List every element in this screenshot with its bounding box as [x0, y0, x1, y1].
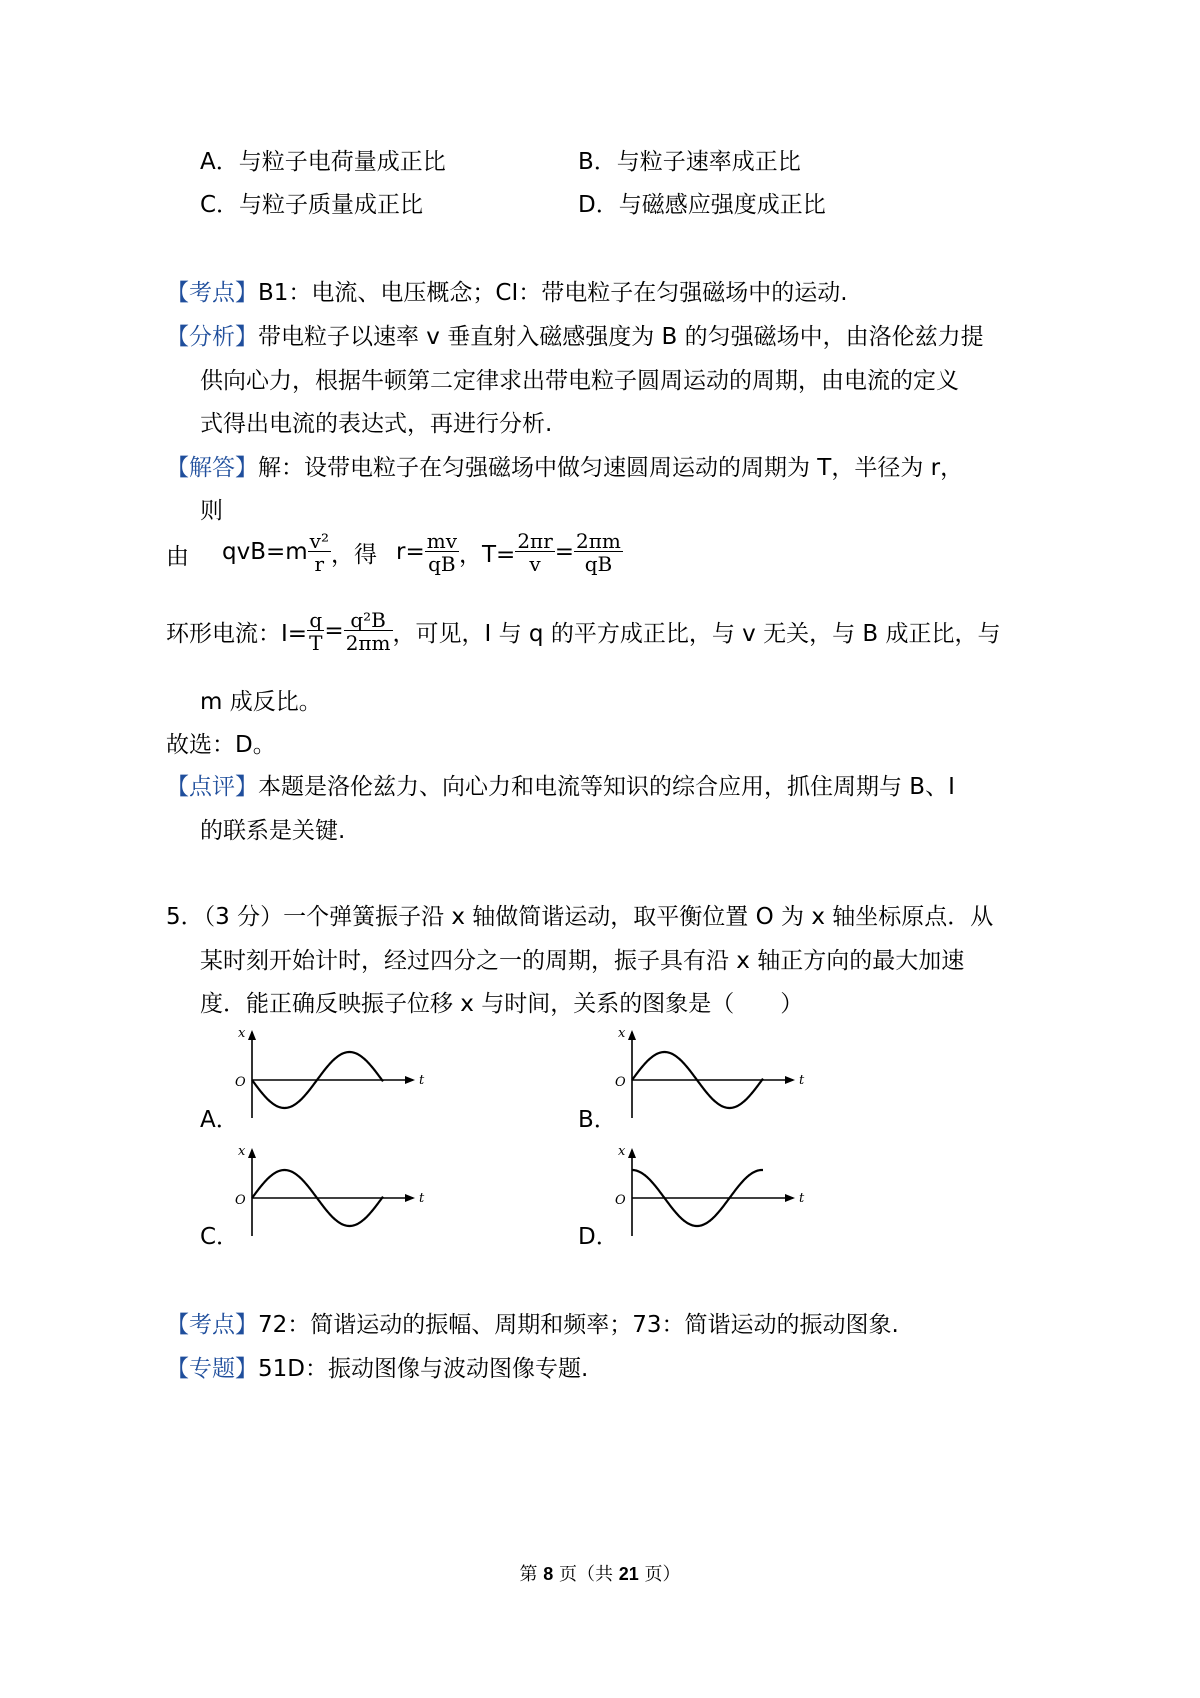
- t-den1: v: [529, 551, 541, 576]
- y-axis-arrow: [248, 1148, 256, 1158]
- option-c: C．与粒子质量成正比: [200, 192, 424, 218]
- option-a: A．与粒子电荷量成正比: [200, 149, 446, 175]
- q5-kaodian-tag: 【考点】: [166, 1312, 258, 1338]
- y-axis-arrow: [628, 1148, 636, 1158]
- fenxi-line3: 式得出电流的表达式，再进行分析.: [200, 411, 553, 437]
- jieda-text1: 解：设带电粒子在匀强磁场中做匀速圆周运动的周期为 T，半径为 r，: [258, 455, 964, 481]
- equation-radius-period: [396, 522, 623, 582]
- q5-line3: 度．能正确反映振子位移 x 与时间，关系的图象是（ ）: [200, 991, 804, 1017]
- footer-mid: 页（共: [553, 1564, 619, 1585]
- q5-zhuanti-line: [166, 1350, 588, 1383]
- fenxi-line2: 供向心力，根据牛顿第二定律求出带电粒子圆周运动的周期，由电流的定义: [200, 368, 959, 394]
- y-axis-arrow: [248, 1030, 256, 1040]
- q5-zhuanti-text: 51D：振动图像与波动图像专题.: [258, 1356, 589, 1382]
- i-num2: q²B: [344, 610, 393, 631]
- t-fraction1: [515, 528, 554, 576]
- i-den1: T: [309, 630, 323, 655]
- footer-total-pages: 21: [618, 1564, 639, 1584]
- graph-label-a: A．: [200, 1107, 239, 1133]
- equation-force: [222, 522, 377, 582]
- i-fraction2: [344, 607, 393, 655]
- origin-label: O: [615, 1193, 626, 1208]
- r-num: mv: [426, 528, 457, 553]
- t-equals: =: [554, 539, 575, 565]
- x-axis-label: x: [618, 1026, 626, 1041]
- graph-label-b: B．: [578, 1107, 617, 1133]
- r-den: qB: [428, 551, 456, 576]
- t-axis-label: t: [419, 1073, 425, 1088]
- r-fraction: [425, 528, 459, 576]
- x-axis-label: x: [618, 1144, 626, 1159]
- t-axis-label: t: [799, 1191, 805, 1206]
- t-num1: 2πr: [517, 528, 553, 553]
- eq1-left: qvB=m: [222, 539, 308, 565]
- graph-b: [608, 1022, 808, 1122]
- graph-a: [228, 1022, 428, 1122]
- fenxi-tag: 【分析】: [166, 324, 258, 350]
- jieda-line2: 则: [200, 498, 223, 524]
- t-num2: 2πm: [576, 528, 621, 553]
- dianping-text1: 本题是洛伦兹力、向心力和电流等知识的综合应用，抓住周期与 B、I: [258, 774, 955, 800]
- jieda-tag: 【解答】: [166, 455, 258, 481]
- graph-label-c: C．: [200, 1224, 240, 1250]
- x-axis-label: x: [238, 1026, 246, 1041]
- graph-d: [608, 1140, 808, 1240]
- fenxi-text1: 带电粒子以速率 v 垂直射入磁感强度为 B 的匀强磁场中，由洛伦兹力提: [258, 324, 984, 350]
- i-den2: 2πm: [345, 630, 391, 655]
- t-axis-arrow: [785, 1076, 795, 1084]
- t-axis-arrow: [785, 1194, 795, 1202]
- q5-zhuanti-tag: 【专题】: [166, 1356, 258, 1382]
- dianping-line1: [166, 768, 955, 801]
- q5-kaodian-text: 72：简谐运动的振幅、周期和频率；73：简谐运动的振动图象.: [258, 1312, 899, 1338]
- jieda-line1: [166, 449, 963, 482]
- fenxi-line1: [166, 318, 984, 351]
- t-den2: qB: [584, 551, 613, 576]
- graph-label-d: D．: [578, 1224, 619, 1250]
- t-axis-label: t: [419, 1191, 425, 1206]
- eq1-fraction: [308, 528, 331, 576]
- dianping-tag: 【点评】: [166, 774, 258, 800]
- current-prefix: 环形电流：I=: [166, 620, 308, 647]
- eq1-num: v²: [309, 528, 329, 553]
- dianping-line2: 的联系是关键.: [200, 818, 346, 844]
- current-suffix: ，可见，I 与 q 的平方成正比，与 v 无关，与 B 成正比，与: [392, 620, 1001, 647]
- kaodian-tag: 【考点】: [166, 280, 258, 306]
- q5-kaodian-line: [166, 1306, 899, 1339]
- kaodian-text: B1：电流、电压概念；CI：带电粒子在匀强磁场中的运动.: [258, 280, 848, 306]
- origin-label: O: [235, 1075, 246, 1090]
- option-d: D．与磁感应强度成正比: [578, 192, 826, 218]
- x-axis-label: x: [238, 1144, 246, 1159]
- i-num1: q: [307, 610, 324, 631]
- current-line: [166, 601, 1000, 661]
- graph-c: [228, 1140, 428, 1240]
- option-b: B．与粒子速率成正比: [578, 149, 801, 175]
- t-left: ，T=: [459, 541, 516, 568]
- you-label: 由: [166, 544, 189, 570]
- origin-label: O: [235, 1193, 246, 1208]
- de-label: ，得: [331, 541, 377, 568]
- t-fraction2: [574, 528, 623, 576]
- i-fraction1: [307, 607, 324, 655]
- footer-page-number: 8: [543, 1564, 554, 1584]
- eq1-den: r: [314, 551, 325, 576]
- y-axis-arrow: [628, 1030, 636, 1040]
- current-line2: m 成反比。: [200, 689, 322, 715]
- r-left: r=: [396, 539, 425, 565]
- choose-line: 故选：D。: [166, 732, 276, 758]
- q5-line1: 5．（3 分）一个弹簧振子沿 x 轴做简谐运动，取平衡位置 O 为 x 轴坐标原点．从: [166, 904, 994, 930]
- footer-pre: 第: [519, 1564, 544, 1585]
- page-footer: [0, 1560, 1200, 1586]
- kaodian-line: [166, 274, 848, 307]
- t-axis-label: t: [799, 1073, 805, 1088]
- footer-post: 页）: [638, 1564, 681, 1585]
- origin-label: O: [615, 1075, 626, 1090]
- q5-line2: 某时刻开始计时，经过四分之一的周期，振子具有沿 x 轴正方向的最大加速: [200, 948, 965, 974]
- i-equals: =: [324, 618, 344, 644]
- t-axis-arrow: [405, 1076, 415, 1084]
- t-axis-arrow: [405, 1194, 415, 1202]
